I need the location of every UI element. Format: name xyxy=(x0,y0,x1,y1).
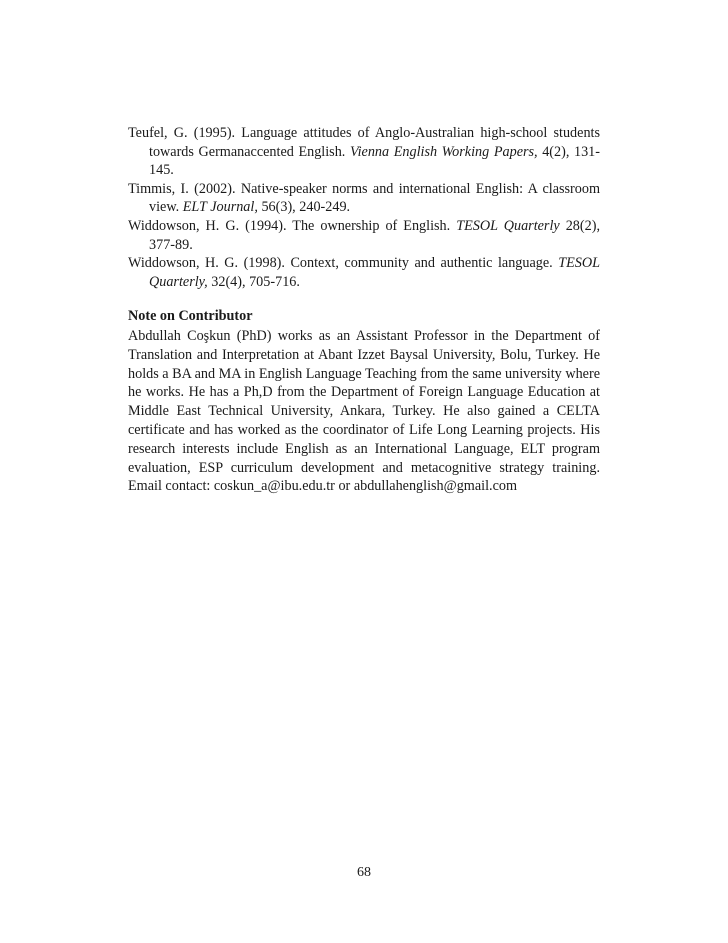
reference-text: Timmis, I. (2002). Native-speaker norms and international English: A classroom view. xyxy=(128,180,600,216)
reference-journal: ELT Journal, xyxy=(182,199,258,216)
reference-details: 4(2), 131-145. xyxy=(149,143,600,179)
reference-details: 32(4), 705-716. xyxy=(207,273,300,290)
reference-entry xyxy=(128,254,600,291)
reference-text: Widdowson, H. G. (1998). Context, community and authentic language. xyxy=(128,255,559,272)
reference-journal: Vienna English Working Papers, xyxy=(349,143,538,160)
contributor-bio: Abdullah Coşkun (PhD) works as an Assistant Professor in the Department of Translation and Interpretation at Abant Izzet Baysal University, Bolu, Turkey. He holds a BA and MA in English Language Teaching from the same university where he works. He has a Ph,D from the Department of Foreign Language Education at Middle East Technical University, Ankara, Turkey. He also gained a CELTA certificate and has worked as the coordinator of Life Long Learning projects. His research interests include English as an International Language, ELT program evaluation, ESP curriculum development and metacognitive strategy training. Email contact: coskun_a@ibu.edu.tr or abdullahenglish@gmail.com xyxy=(128,328,600,495)
reference-entry xyxy=(128,217,600,254)
reference-details: 56(3), 240-249. xyxy=(257,199,351,216)
page-number: 68 xyxy=(357,865,371,880)
reference-list xyxy=(128,124,600,291)
note-heading: Note on Contributor xyxy=(128,308,253,324)
reference-entry xyxy=(128,180,600,217)
reference-entry xyxy=(128,124,600,180)
reference-details: 28(2), 377-89. xyxy=(149,217,600,253)
reference-journal: TESOL Quarterly xyxy=(456,217,560,234)
reference-text: Widdowson, H. G. (1994). The ownership of English. xyxy=(128,217,457,234)
reference-journal: TESOL Quarterly, xyxy=(149,255,600,290)
reference-text: Teufel, G. (1995). Language attitudes of Anglo-Australian high-school students towards Germanaccented English. xyxy=(128,125,600,160)
